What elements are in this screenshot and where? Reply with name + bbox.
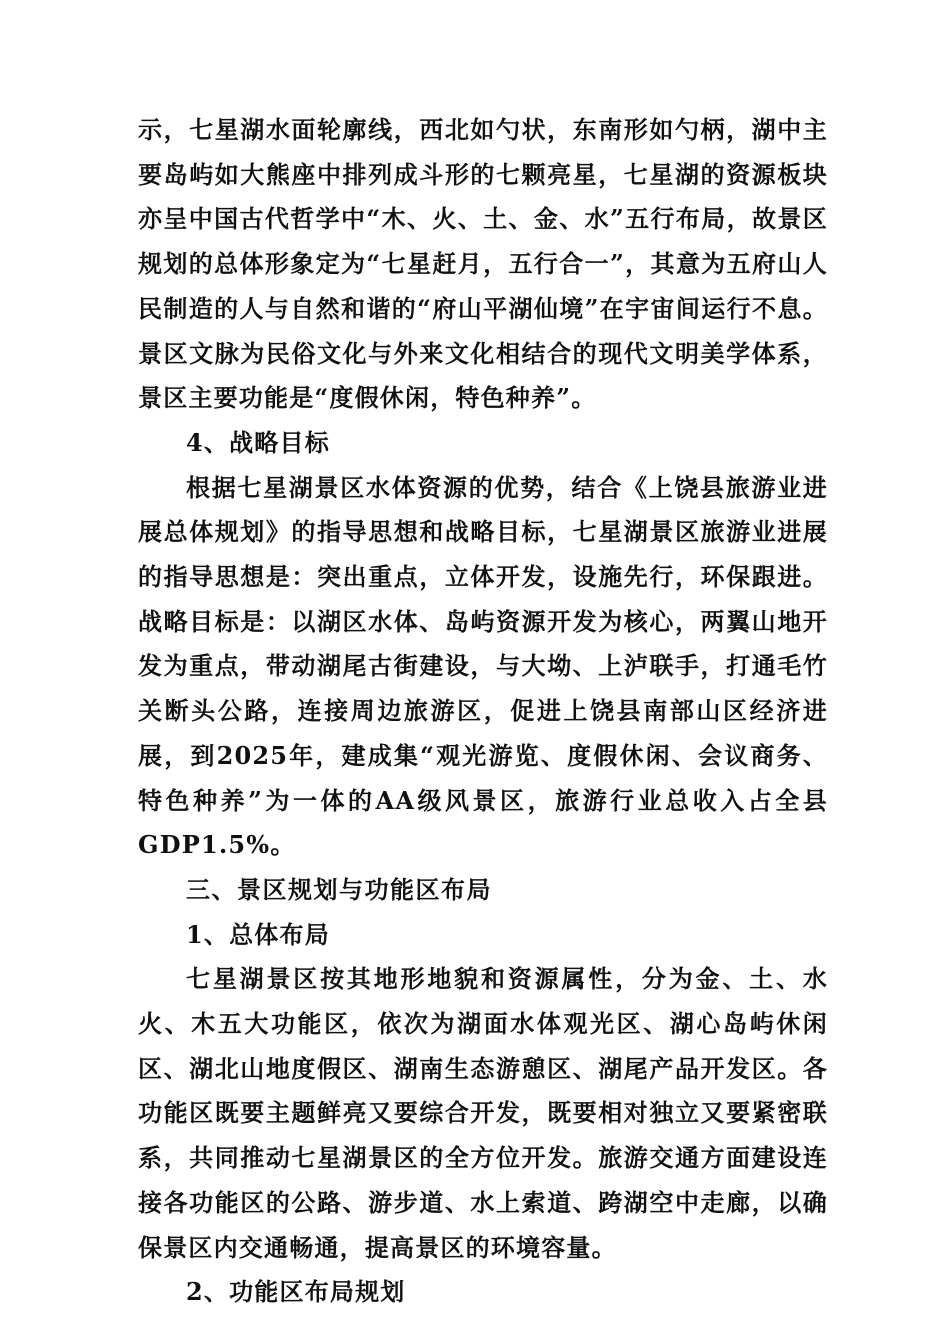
document-page (138, 108, 828, 1315)
paragraph-overall-layout: 七星湖景区按其地形地貌和资源属性，分为金、土、水火、木五大功能区，依次为湖面水体观光区、湖心岛屿休闲区、湖北山地度假区、湖南生态游憩区、湖尾产品开发区。各功能区既要主题鲜亮又要综合开发，既要相对独立又要紧密联系，共同推动七星湖景区的全方位开发。旅游交通方面建设连接各功能区的公路、游步道、水上索道、跨湖空中走廊，以确保景区内交通畅通，提高景区的环境容量。 (138, 964, 828, 1262)
heading-strategic-goals: 4、战略目标 (186, 427, 330, 457)
heading-functional-zone-planning: 2、功能区布局规划 (186, 1277, 406, 1307)
paragraph-strategic-goals: 根据七星湖景区水体资源的优势，结合《上饶县旅游业进展总体规划》的指导思想和战略目标，七星湖景区旅游业进展的指导思想是：突出重点，立体开发，设施先行，环保跟进。战略目标是：以湖区水体、岛屿资源开发为核心，两翼山地开发为重点，带动湖尾古街建设，与大坳、上泸联手，打通毛竹关断头公路，连接周边旅游区，促进上饶县南部山区经济进展，到2025年，建成集“观光游览、度假休闲、会议商务、特色种养”为一体的AA级风景区，旅游行业总收入占全县GDP1.5%。 (138, 472, 828, 860)
paragraph-lake-shape: 示，七星湖水面轮廓线，西北如勺状，东南形如勺柄，湖中主要岛屿如大熊座中排列成斗形的七颗亮星，七星湖的资源板块亦呈中国古代哲学中“木、火、土、金、水”五行布局，故景区规划的总体形象定为“七星赶月，五行合一”，其意为五府山人民制造的人与自然和谐的“府山平湖仙境”在宇宙间运行不息。景区文脉为民俗文化与外来文化相结合的现代文明美学体系，景区主要功能是“度假休闲，特色种养”。 (138, 115, 828, 413)
heading-overall-layout: 1、总体布局 (186, 919, 330, 949)
section-heading-planning-layout: 三、景区规划与功能区布局 (186, 874, 492, 904)
